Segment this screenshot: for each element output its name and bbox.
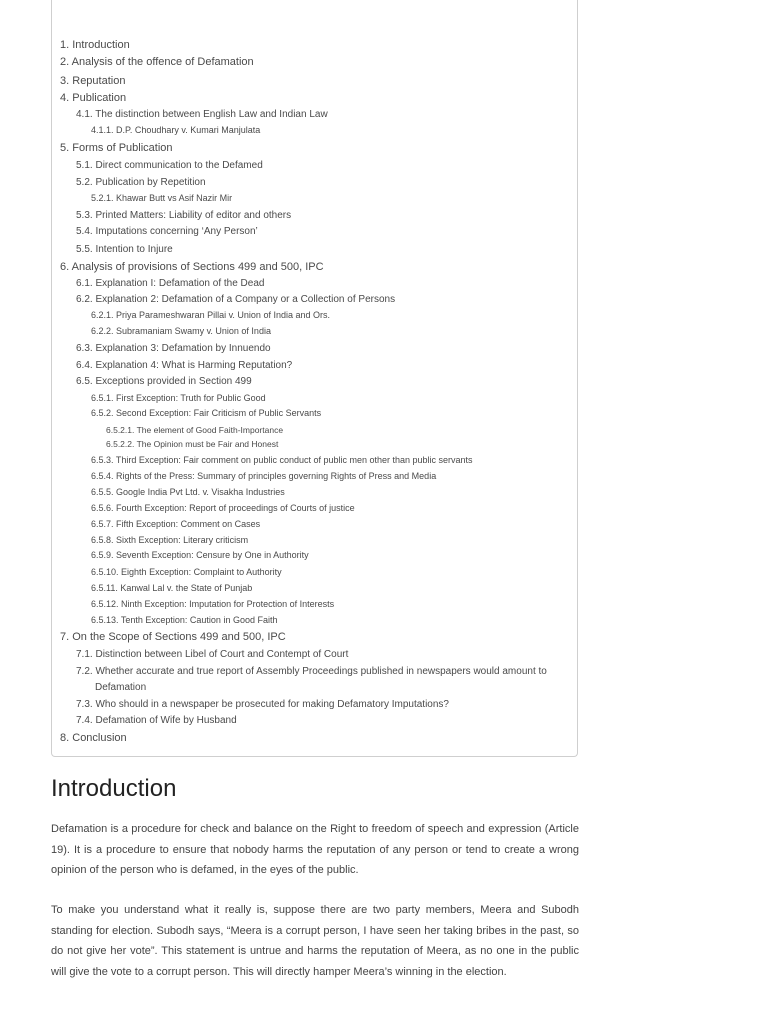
toc-item-second-exception[interactable]: 6.5.2. Second Exception: Fair Criticism of Public Servants (91, 408, 322, 418)
toc-item-reputation[interactable]: 3. Reputation (60, 75, 126, 87)
toc-item-wife-by-husband[interactable]: 7.4. Defamation of Wife by Husband (76, 715, 237, 726)
toc-item-printed-matters[interactable]: 5.3. Printed Matters: Liability of editor and others (76, 210, 292, 221)
toc-item-choudhary-v-manjulata[interactable]: 4.1.1. D.P. Choudhary v. Kumari Manjulata (91, 125, 261, 135)
toc-item-fifth-exception[interactable]: 6.5.7. Fifth Exception: Comment on Cases (91, 519, 261, 529)
toc-item-tenth-exception[interactable]: 6.5.13. Tenth Exception: Caution in Good Faith (91, 615, 278, 625)
toc-item-scope-of-sections[interactable]: 7. On the Scope of Sections 499 and 500, IPC (60, 631, 286, 643)
toc-item-explanation-3[interactable]: 6.3. Explanation 3: Defamation by Innuendo (76, 343, 271, 354)
toc-item-explanation-1[interactable]: 6.1. Explanation I: Defamation of the Dead (76, 278, 265, 289)
paragraph-line: so do not give her vote”. This statement is untrue and harms the reputation of Meera, as no one in the (51, 924, 580, 957)
paragraph-line: Defamation is a procedure for check and balance on the Right to freedom of speech and expression (51, 823, 542, 835)
toc-item-google-india[interactable]: 6.5.5. Google India Pvt Ltd. v. Visakha Industries (91, 487, 285, 497)
toc-item-rights-of-press[interactable]: 6.5.4. Rights of the Press: Summary of principles governing Rights of Press and Media (91, 471, 437, 481)
toc-item-forms-of-publication[interactable]: 5. Forms of Publication (60, 142, 173, 154)
toc-item-exceptions[interactable]: 6.5. Exceptions provided in Section 499 (76, 376, 252, 387)
toc-item-introduction[interactable]: 1. Introduction (60, 39, 130, 51)
toc-item-any-person[interactable]: 5.4. Imputations concerning ‘Any Person’ (76, 226, 258, 237)
toc-item-libel-vs-contempt[interactable]: 7.1. Distinction between Libel of Court and Contempt of Court (76, 649, 349, 660)
paragraph-line: (Article 19). It is a procedure to ensure that nobody harms the reputation of any person or tend to create (51, 823, 579, 856)
toc-item-publication[interactable]: 4. Publication (60, 92, 127, 104)
toc-item-publication-by-repetition[interactable]: 5.2. Publication by Repetition (76, 177, 206, 188)
toc-item-khawar-butt[interactable]: 5.2.1. Khawar Butt vs Asif Nazir Mir (91, 193, 233, 203)
toc-item-assembly-proceedings[interactable]: 7.2. Whether accurate and true report of Assembly Proceedings published in newspapers would amount to (76, 666, 547, 677)
section-heading: Introduction (51, 775, 177, 802)
toc-item-conclusion[interactable]: 8. Conclusion (60, 732, 127, 744)
toc-item-eighth-exception[interactable]: 6.5.10. Eighth Exception: Complaint to Authority (91, 567, 282, 577)
paragraph-line: To make you understand what it really is, suppose there are two party members, Meera and Subodh (51, 904, 579, 916)
paragraph-2 (51, 900, 579, 982)
toc-item-priya-pillai[interactable]: 6.2.1. Priya Parameshwaran Pillai v. Union of India and Ors. (91, 310, 330, 320)
toc-item-sixth-exception[interactable]: 6.5.8. Sixth Exception: Literary criticism (91, 535, 249, 545)
toc-item-ninth-exception[interactable]: 6.5.12. Ninth Exception: Imputation for Protection of Interests (91, 599, 335, 609)
toc-item-analysis-of-provisions[interactable]: 6. Analysis of provisions of Sections 499 and 500, IPC (60, 261, 324, 273)
toc-item-subramaniam-swamy[interactable]: 6.2.2. Subramaniam Swamy v. Union of India (91, 326, 271, 336)
toc-item-direct-communication[interactable]: 5.1. Direct communication to the Defamed (76, 160, 263, 171)
table-of-contents (51, 0, 578, 757)
toc-item-kanwal-lal[interactable]: 6.5.11. Kanwal Lal v. the State of Punjab (91, 583, 253, 593)
toc-item-explanation-4[interactable]: 6.4. Explanation 4: What is Harming Reputation? (76, 360, 293, 371)
toc-item-seventh-exception[interactable]: 6.5.9. Seventh Exception: Censure by One in Authority (91, 550, 309, 560)
toc-item-intention-to-injure[interactable]: 5.5. Intention to Injure (76, 244, 173, 255)
paragraph-line: standing for election. Subodh says, “Meera is a corrupt person, I have seen her taking bribes in the past, (51, 924, 565, 937)
paragraph-1 (51, 819, 579, 881)
toc-item-fair-and-honest[interactable]: 6.5.2.2. The Opinion must be Fair and Honest (106, 439, 279, 449)
toc-item-newspaper-prosecution[interactable]: 7.3. Who should in a newspaper be prosecuted for making Defamatory Imputations? (76, 699, 449, 710)
paragraph-line: a wrong opinion of the person who is defamed, in the eyes of the public. (51, 843, 579, 876)
toc-item-first-exception[interactable]: 6.5.1. First Exception: Truth for Public Good (91, 393, 266, 403)
toc-item-english-vs-indian-law[interactable]: 4.1. The distinction between English Law and Indian Law (76, 109, 328, 120)
toc-item-fourth-exception[interactable]: 6.5.6. Fourth Exception: Report of proceedings of Courts of justice (91, 503, 355, 513)
toc-item-third-exception[interactable]: 6.5.3. Third Exception: Fair comment on public conduct of public men other than public servants (91, 455, 473, 465)
paragraph-line: public will give the vote to a corrupt person. This will directly hamper Meera’s winning in the election. (51, 945, 579, 978)
toc-item-explanation-2[interactable]: 6.2. Explanation 2: Defamation of a Company or a Collection of Persons (76, 294, 396, 305)
toc-item-analysis-of-offence[interactable]: 2. Analysis of the offence of Defamation (60, 56, 254, 68)
toc-item-assembly-proceedings-cont[interactable]: Defamation (95, 682, 147, 693)
toc-item-good-faith[interactable]: 6.5.2.1. The element of Good Faith-Importance (106, 425, 284, 435)
